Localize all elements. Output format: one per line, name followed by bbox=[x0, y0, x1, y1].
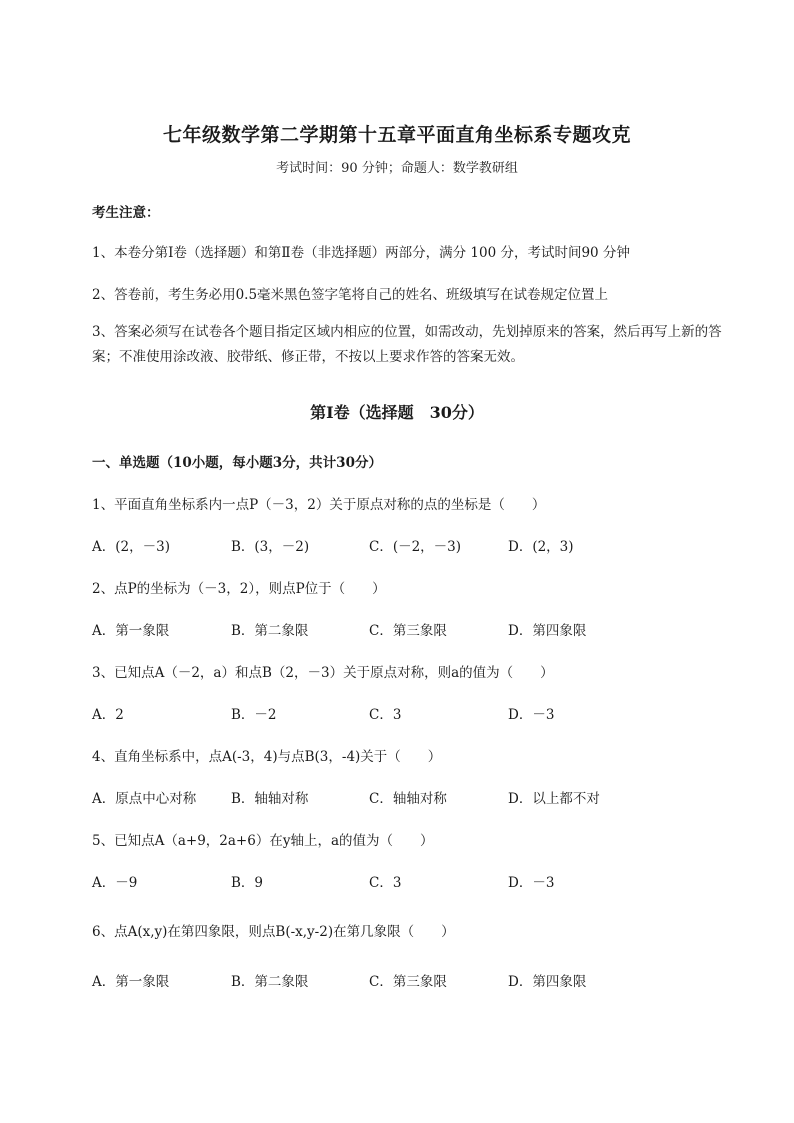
option-b: B．轴轴对称 bbox=[231, 791, 309, 807]
question-stem-3: 3、已知点A（－2，a）和点B（2，－3）关于原点对称，则a的值为（ ） bbox=[92, 665, 554, 681]
option-c: C．第三象限 bbox=[369, 974, 447, 990]
option-b: B．第二象限 bbox=[231, 974, 309, 990]
option-a: A．第一象限 bbox=[92, 623, 170, 639]
option-a: A．－9 bbox=[92, 875, 138, 891]
option-d: D．(2，3) bbox=[508, 539, 574, 555]
question-stem-4: 4、直角坐标系中，点A(-3，4)与点B(3，-4)关于（ ） bbox=[92, 749, 442, 765]
question-stem-1: 1、平面直角坐标系内一点P（－3，2）关于原点对称的点的坐标是（ ） bbox=[92, 497, 546, 513]
option-c: C．3 bbox=[369, 707, 402, 723]
section-heading: 一、单选题（10小题，每小题3分，共计30分） bbox=[92, 455, 382, 471]
option-b: B．(3，－2) bbox=[231, 539, 310, 555]
notice-heading: 考生注意： bbox=[92, 205, 160, 221]
part1-title: 第Ⅰ卷（选择题 30分） bbox=[310, 403, 484, 422]
option-b: B．第二象限 bbox=[231, 623, 309, 639]
option-c: C．第三象限 bbox=[369, 623, 447, 639]
option-d: D．第四象限 bbox=[508, 623, 587, 639]
option-d: D．以上都不对 bbox=[508, 791, 600, 807]
exam-info: 考试时间：90 分钟；命题人：数学教研组 bbox=[276, 161, 518, 176]
question-stem-5: 5、已知点A（a+9，2a+6）在y轴上，a的值为（ ） bbox=[92, 833, 434, 849]
notice-item-1: 1、本卷分第Ⅰ卷（选择题）和第Ⅱ卷（非选择题）两部分，满分 100 分，考试时间90 分钟 bbox=[92, 245, 630, 261]
option-a: A．(2，－3) bbox=[92, 539, 170, 555]
option-d: D．－3 bbox=[508, 875, 555, 891]
option-d: D．－3 bbox=[508, 707, 555, 723]
option-a: A．第一象限 bbox=[92, 974, 170, 990]
option-d: D．第四象限 bbox=[508, 974, 587, 990]
option-c: C．轴轴对称 bbox=[369, 791, 447, 807]
option-a: A．2 bbox=[92, 707, 124, 723]
question-stem-2: 2、点P的坐标为（－3，2），则点P位于（ ） bbox=[92, 581, 386, 597]
option-c: C．3 bbox=[369, 875, 402, 891]
page-title: 七年级数学第二学期第十五章平面直角坐标系专题攻克 bbox=[162, 124, 631, 146]
option-b: B．9 bbox=[231, 875, 264, 891]
notice-item-2: 2、答卷前，考生务必用0.5毫米黑色签字笔将自己的姓名、班级填写在试卷规定位置上 bbox=[92, 287, 609, 303]
option-c: C．(－2，－3) bbox=[369, 539, 462, 555]
option-b: B．－2 bbox=[231, 707, 277, 723]
option-a: A．原点中心对称 bbox=[92, 791, 197, 807]
notice-item-3: 3、答案必须写在试卷各个题目指定区域内相应的位置，如需改动，先划掉原来的答案，然后再写上新的答案；不准使用涂改液、胶带纸、修正带，不按以上要求作答的答案无效。 bbox=[92, 324, 722, 365]
question-stem-6: 6、点A(x,y)在第四象限，则点B(-x,y-2)在第几象限（ ） bbox=[92, 924, 455, 940]
